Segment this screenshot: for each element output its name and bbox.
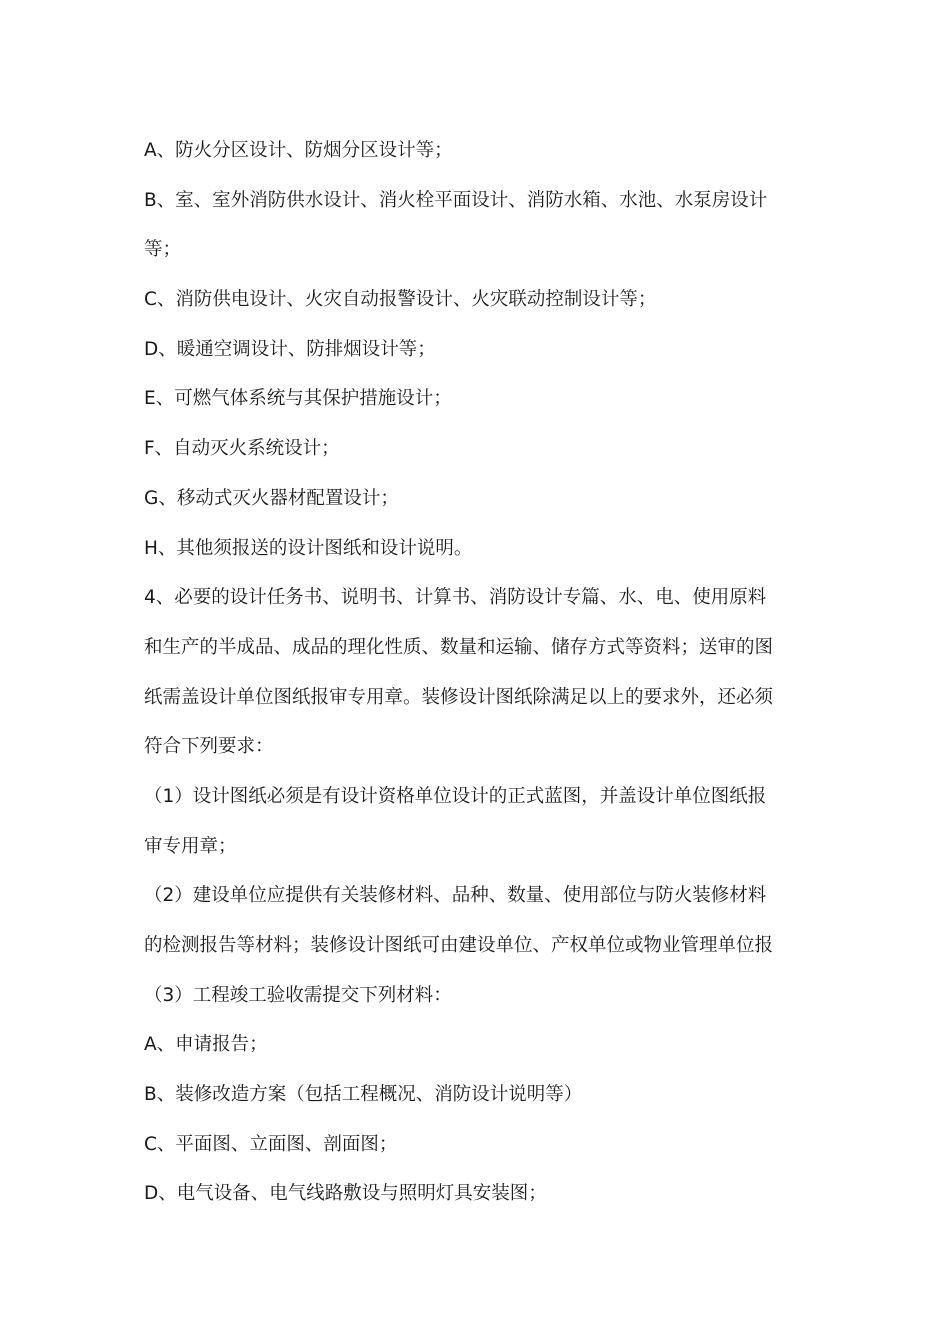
- text-line: 的检测报告等材料；装修设计图纸可由建设单位、产权单位或物业管理单位报: [144, 935, 774, 956]
- text-line: B、室、室外消防供水设计、消火栓平面设计、消防水箱、水池、水泵房设计: [144, 189, 768, 211]
- document-body: [144, 126, 808, 1219]
- text-line: C、消防供电设计、火灾自动报警设计、火灾联动控制设计等；: [144, 289, 657, 311]
- text-line: A、申请报告；: [144, 1034, 268, 1056]
- text-line: 审专用章；: [144, 835, 237, 857]
- text-line: F、自动灭火系统设计；: [144, 438, 340, 460]
- text-line: 符合下列要求：: [144, 736, 274, 758]
- text-line: D、电气设备、电气线路敷设与照明灯具安装图；: [144, 1183, 547, 1205]
- text-line: E、可燃气体系统与其保护措施设计；: [144, 388, 452, 410]
- text-line: A、防火分区设计、防烟分区设计等；: [144, 140, 453, 161]
- text-line: 纸需盖设计单位图纸报审专用章。装修设计图纸除满足以上的要求外，还必须: [144, 686, 774, 708]
- text-line: H、其他须报送的设计图纸和设计说明。: [144, 537, 473, 559]
- text-line: 和生产的半成品、成品的理化性质、数量和运输、储存方式等资料；送审的图: [144, 636, 774, 658]
- text-line: （1）设计图纸必须是有设计资格单位设计的正式蓝图，并盖设计单位图纸报: [144, 785, 767, 807]
- text-line: 等；: [144, 239, 182, 261]
- text-line: 4、必要的设计任务书、说明书、计算书、消防设计专篇、水、电、使用原料: [144, 587, 767, 609]
- text-line: B、装修改造方案（包括工程概况、消防设计说明等）: [144, 1084, 583, 1106]
- text-line: （2）建设单位应提供有关装修材料、品种、数量、使用部位与防火装修材料: [144, 885, 767, 907]
- text-line: （3）工程竣工验收需提交下列材料：: [144, 984, 452, 1006]
- text-line: D、暖通空调设计、防排烟设计等；: [144, 338, 436, 360]
- text-line: C、平面图、立面图、剖面图；: [144, 1133, 398, 1155]
- text-line: G、移动式灭火器材配置设计；: [144, 487, 399, 509]
